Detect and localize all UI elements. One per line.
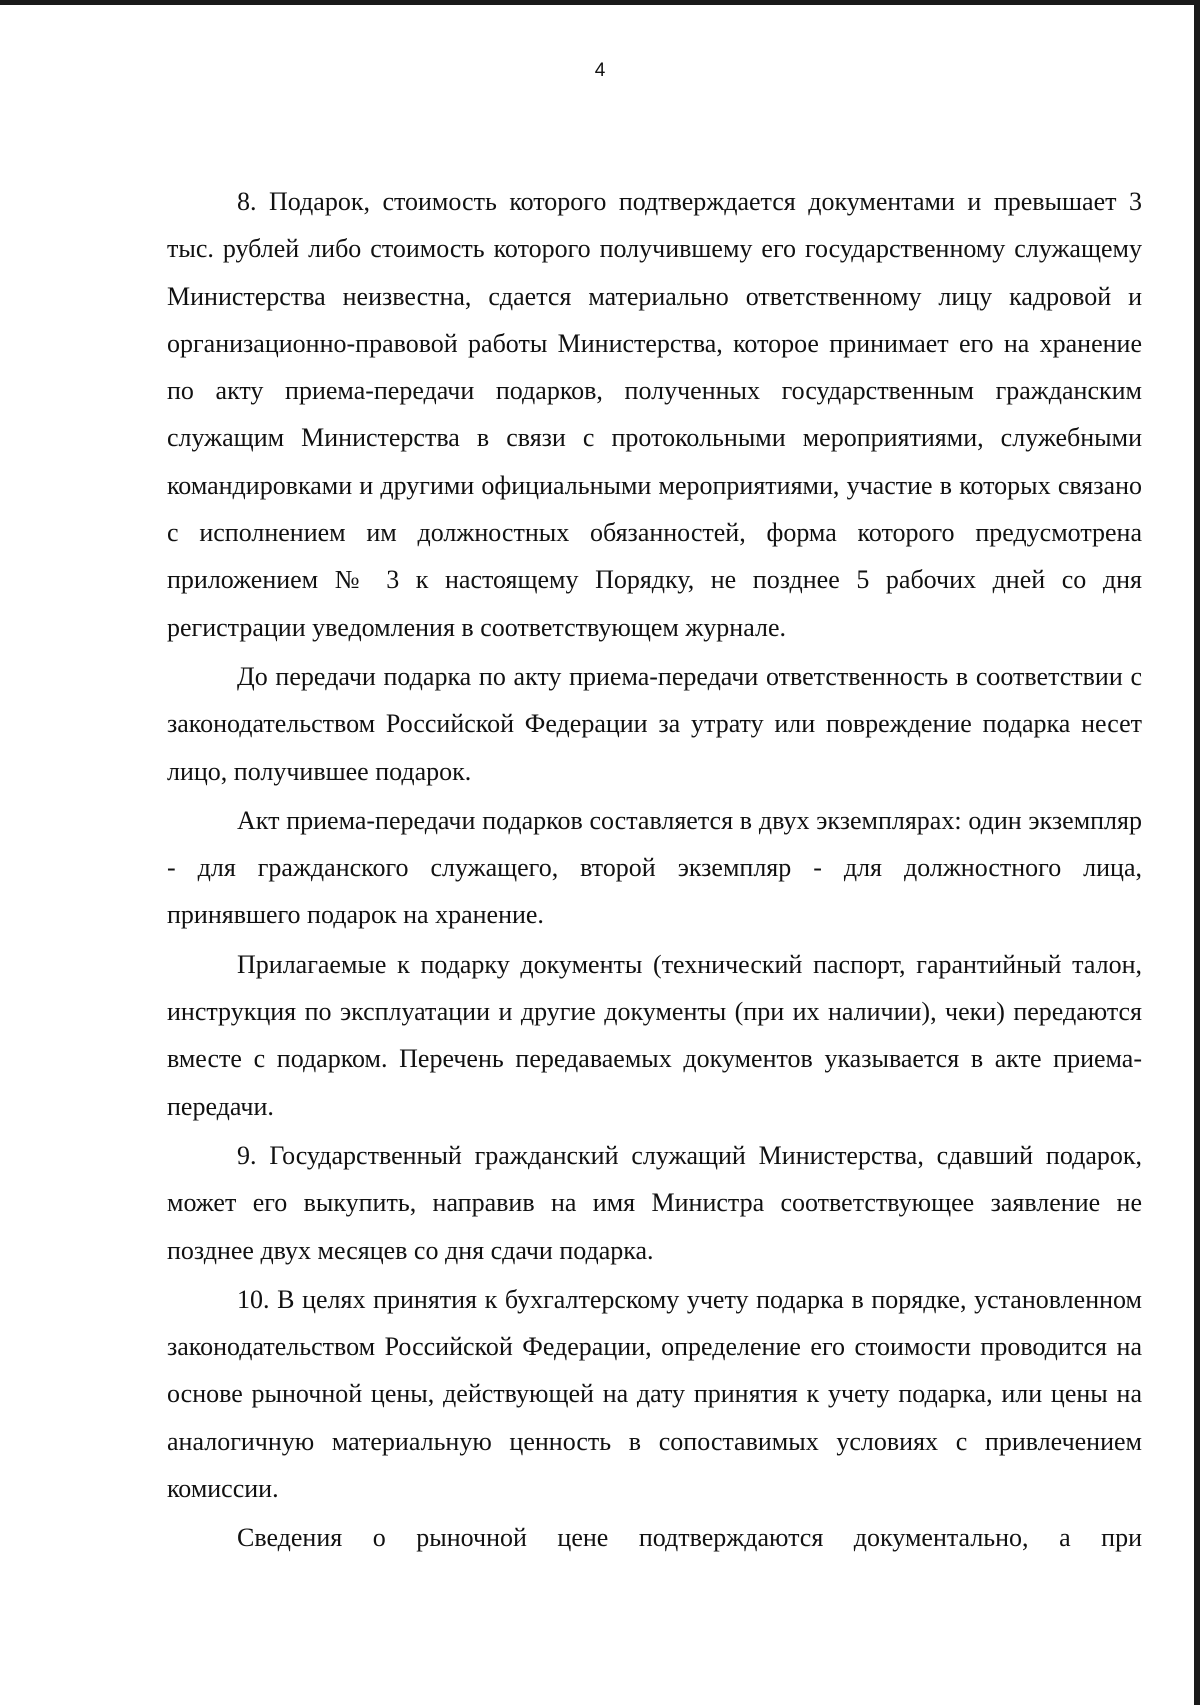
paragraph-transfer-responsibility: До передачи подарка по акту приема-передачи ответственность в соответствии с законодательством Российской Федерации за утрату или повреждение подарка несет лицо, получившее подарок. (167, 661, 1142, 786)
paragraph-9: 9. Государственный гражданский служащий Министерства, сдавший подарок, может его выкупить, направив на имя Министра соответствующее заявление не позднее двух месяцев со дня сдачи подарка. (167, 1140, 1142, 1265)
page-number: 4 (594, 60, 606, 81)
paragraph-8: 8. Подарок, стоимость которого подтверждается документами и превышает 3 тыс. рублей либо стоимость которого получившему его государственному служащему Министерства неизвестна, сдается материально ответственному лицу кадровой и организационно-правовой работы Министерства, которое принимает его на хранение по акту приема-передачи подарков, полученных государственным гражданским служащим Министерства в связи с протокольными мероприятиями, служебными командировками и другими официальными мероприятиями, участие в которых связано с исполнением им должностных обязанностей, форма которого предусмотрена приложением № 3 к настоящему Порядку, не позднее 5 рабочих дней со дня регистрации уведомления в соответствующем журнале. (167, 187, 1142, 642)
document-body (167, 178, 1142, 1564)
paragraph-10: 10. В целях принятия к бухгалтерскому учету подарка в порядке, установленном законодательством Российской Федерации, определение его стоимости проводится на основе рыночной цены, действующей на дату принятия к учету подарка, или цены на аналогичную материальную ценность в сопоставимых условиях с привлечением комиссии. (167, 1284, 1142, 1504)
paragraph-attached-documents: Прилагаемые к подарку документы (технический паспорт, гарантийный талон, инструкция по эксплуатации и другие документы (при их наличии), чеки) передаются вместе с подарком. Перечень передаваемых документов указывается в акте приема-передачи. (167, 949, 1142, 1121)
paragraph-market-price: Сведения о рыночной цене подтверждаются документально, а при (237, 1523, 1142, 1553)
paragraph-act-copies: Акт приема-передачи подарков составляется в двух экземплярах: один экземпляр - для гражданского служащего, второй экземпляр - для должностного лица, принявшего подарок на хранение. (167, 805, 1142, 930)
